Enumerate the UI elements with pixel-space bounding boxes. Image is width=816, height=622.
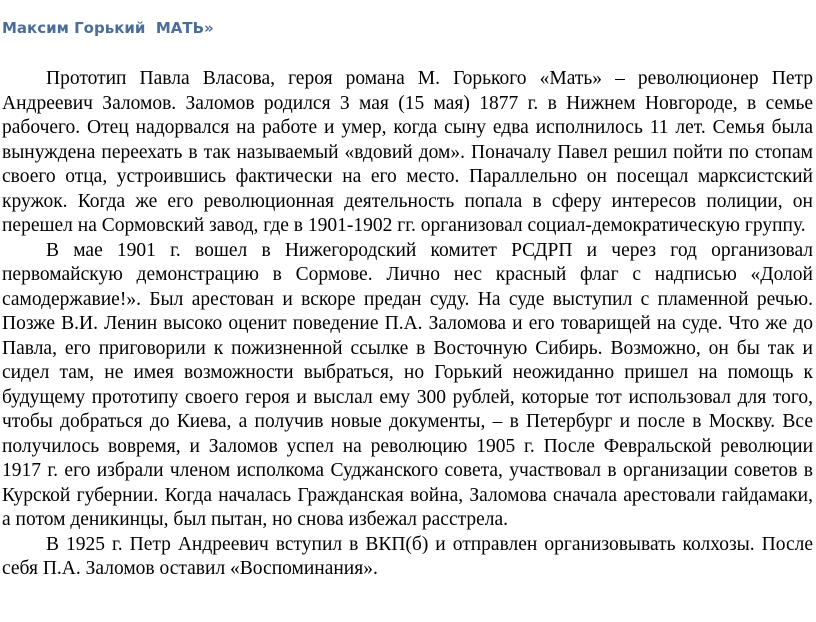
paragraph-1: Прототип Павла Власова, героя романа М. Горького «Мать» – революционер Петр Андреевич Заломов. Заломов родился 3 мая (15 мая) 1877 г. в Нижнем Новгороде, в семье рабочего. Отец надорвался на работе и умер, когда сыну едва исполнилось 11 лет. Семья была вынуждена переехать в так называемый «вдовий дом». Поначалу Павел решил пойти по стопам своего отца, устроившись фактически на его место. Параллельно он посещал марксистский кружок. Когда же его революционная деятельность попала в сферу интересов полиции, он перешел на Сормовский завод, где в 1901-1902 гг. организовал социал-демократическую группу. [2, 68, 813, 236]
paragraph-2: В мае 1901 г. вошел в Нижегородский комитет РСДРП и через год организовал первомайскую демонстрацию в Сормове. Лично нес красный флаг с надписью «Долой самодержавие!». Был арестован и вскоре предан суду. На суде выступил с пламенной речью. Позже В.И. Ленин высоко оценит поведение П.А. Заломова и его товарищей на суде. Что же до Павла, его приговорили к пожизненной ссылке в Восточную Сибирь. Возможно, он бы так и сидел там, не имея возможности выбраться, но Горький неожиданно пришел на помощь к будущему прототипу своего героя и выслал ему 300 рублей, которые тот использовал для того, чтобы добраться до Киева, а получив новые документы, – в Петербург и после в Москву. Все получилось вовремя, и Заломов успел на революцию 1905 г. После Февральской революции 1917 г. его избрали членом исполкома Суджанского совета, участвовал в организации советов в Курской губернии. Когда началась Гражданская война, Заломова сначала арестовали гайдамаки, а потом деникинцы, был пытан, но снова избежал расстрела. [2, 239, 813, 530]
document-body [2, 67, 813, 582]
paragraph-3: В 1925 г. Петр Андреевич вступил в ВКП(б) и отправлен организовывать колхозы. После себя П.А. Заломов оставил «Воспоминания». [2, 533, 813, 579]
document-title: Максим Горький МАТЬ» [2, 19, 214, 37]
